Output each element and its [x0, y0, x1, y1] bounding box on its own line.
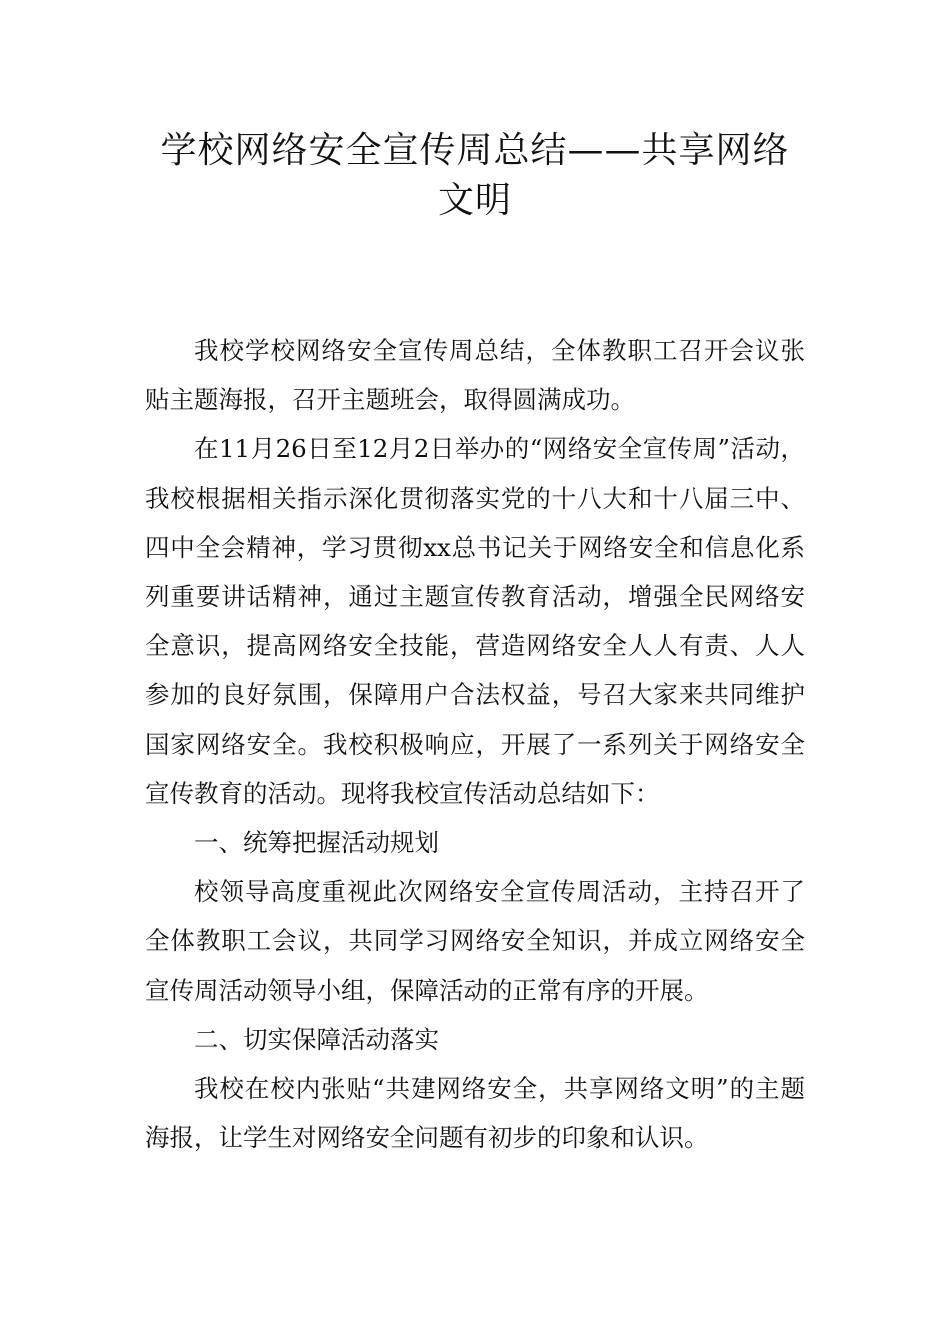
paragraph-implementation: 我校在校内张贴“共建网络安全，共享网络文明”的主题海报，让学生对网络安全问题有初步的印象和认识。: [145, 1074, 805, 1153]
paragraph-background: 在11月26日至12月2日举办的“网络安全宣传周”活动，我校根据相关指示深化贯彻落实党的十八大和十八届三中、四中全会精神，学习贯彻xx总书记关于网络安全和信息化系列重要讲话精神，通过主题宣传教育活动，增强全民网络安全意识，提高网络安全技能，营造网络安全人人有责、人人参加的良好氛围，保障用户合法权益，号召大家来共同维护国家网络安全。我校积极响应，开展了一系列关于网络安全宣传教育的活动。现将我校宣传活动总结如下：: [145, 434, 805, 808]
section-heading-planning: 一、统筹把握活动规划: [194, 828, 439, 858]
document-title: 学校网络安全宣传周总结——共享网络文明: [160, 130, 790, 221]
paragraph-planning: 校领导高度重视此次网络安全宣传周活动，主持召开了全体教职工会议，共同学习网络安全知识，并成立网络安全宣传周活动领导小组，保障活动的正常有序的开展。: [145, 877, 805, 1005]
document-body: [145, 326, 805, 1162]
section-heading-implementation: 二、切实保障活动落实: [194, 1024, 439, 1054]
paragraph-intro: 我校学校网络安全宣传周总结，全体教职工召开会议张贴主题海报，召开主题班会，取得圆满成功。: [145, 336, 805, 415]
